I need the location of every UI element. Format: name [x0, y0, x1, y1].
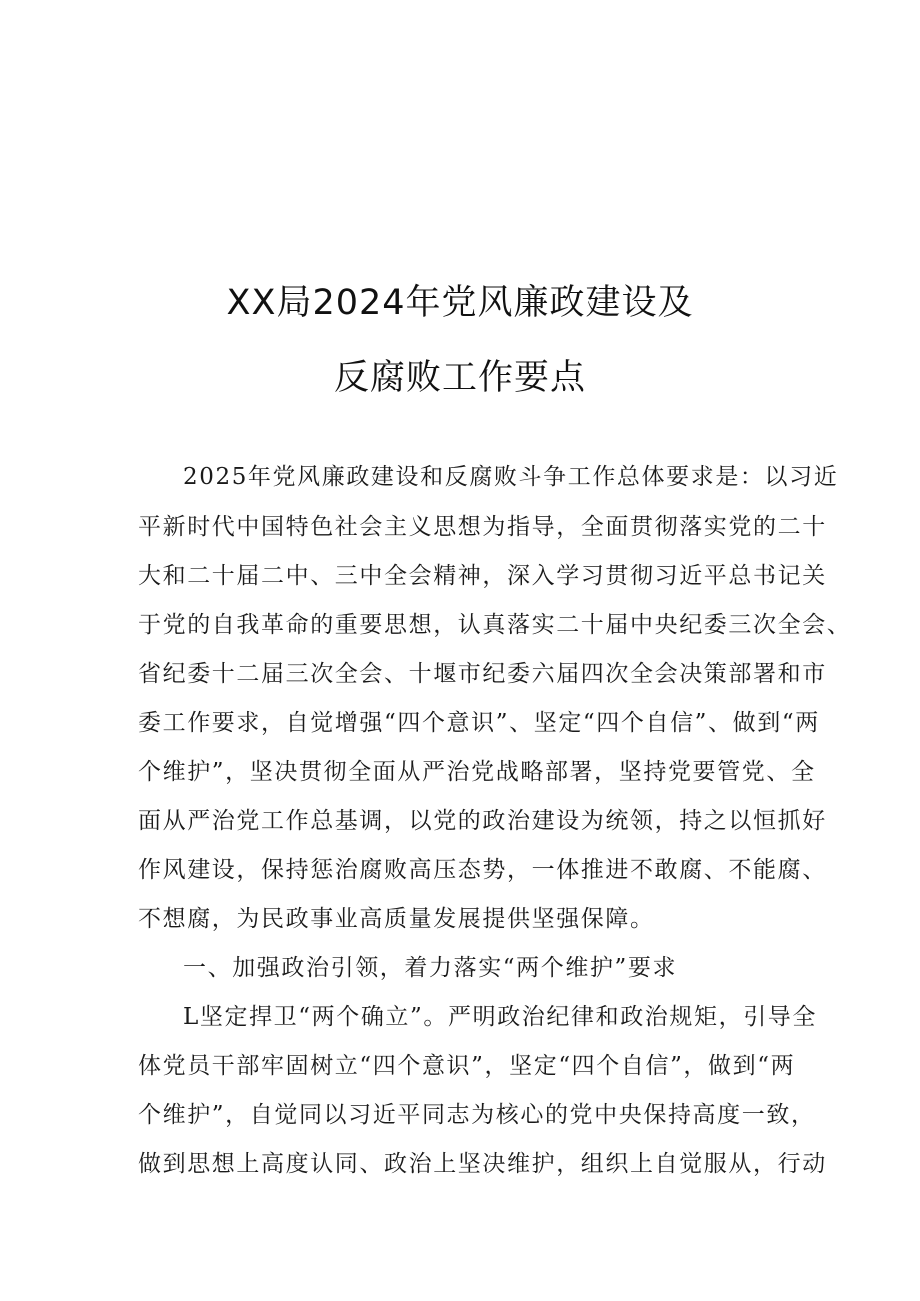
section-heading-1: 一、加强政治引领，着力落实“两个维护”要求	[183, 955, 678, 981]
paragraph-line: 作风建设，保持惩治腐败高压态势，一体推进不敢腐、不能腐、	[138, 857, 827, 883]
paragraph-line: 不想腐，为民政事业高质量发展提供坚强保障。	[138, 906, 655, 932]
document-title-line-2: 反腐败工作要点	[333, 358, 586, 398]
paragraph-line: 于党的自我革命的重要思想，认真落实二十届中央纪委三次全会、	[138, 612, 852, 638]
paragraph-line: 个维护”，自觉同以习近平同志为核心的党中央保持高度一致，	[138, 1102, 816, 1128]
paragraph-line: 做到思想上高度认同、政治上坚决维护，组织上自觉服从，行动	[138, 1151, 827, 1177]
paragraph-line: 2025年党风廉政建设和反腐败斗争工作总体要求是：以习近	[183, 464, 839, 490]
paragraph-line: 大和二十届二中、三中全会精神，深入学习贯彻习近平总书记关	[138, 563, 827, 589]
paragraph-line: 省纪委十二届三次全会、十堰市纪委六届四次全会决策部署和市	[138, 661, 827, 687]
paragraph-line: 平新时代中国特色社会主义思想为指导，全面贯彻落实党的二十	[138, 514, 827, 540]
paragraph-line: 体党员干部牢固树立“四个意识”，坚定“四个自信”，做到“两	[138, 1053, 796, 1079]
document-title-line-1: XX局2024年党风廉政建设及	[226, 283, 694, 323]
paragraph-line: 面从严治党工作总基调，以党的政治建设为统领，持之以恒抓好	[138, 808, 827, 834]
paragraph-line: 委工作要求，自觉增强“四个意识”、坚定“四个自信”、做到“两	[138, 710, 820, 736]
paragraph-line: 个维护”，坚决贯彻全面从严治党战略部署，坚持党要管党、全	[138, 759, 816, 785]
paragraph-line: L坚定捍卫“两个确立”。严明政治纪律和政治规矩，引导全	[183, 1004, 817, 1030]
